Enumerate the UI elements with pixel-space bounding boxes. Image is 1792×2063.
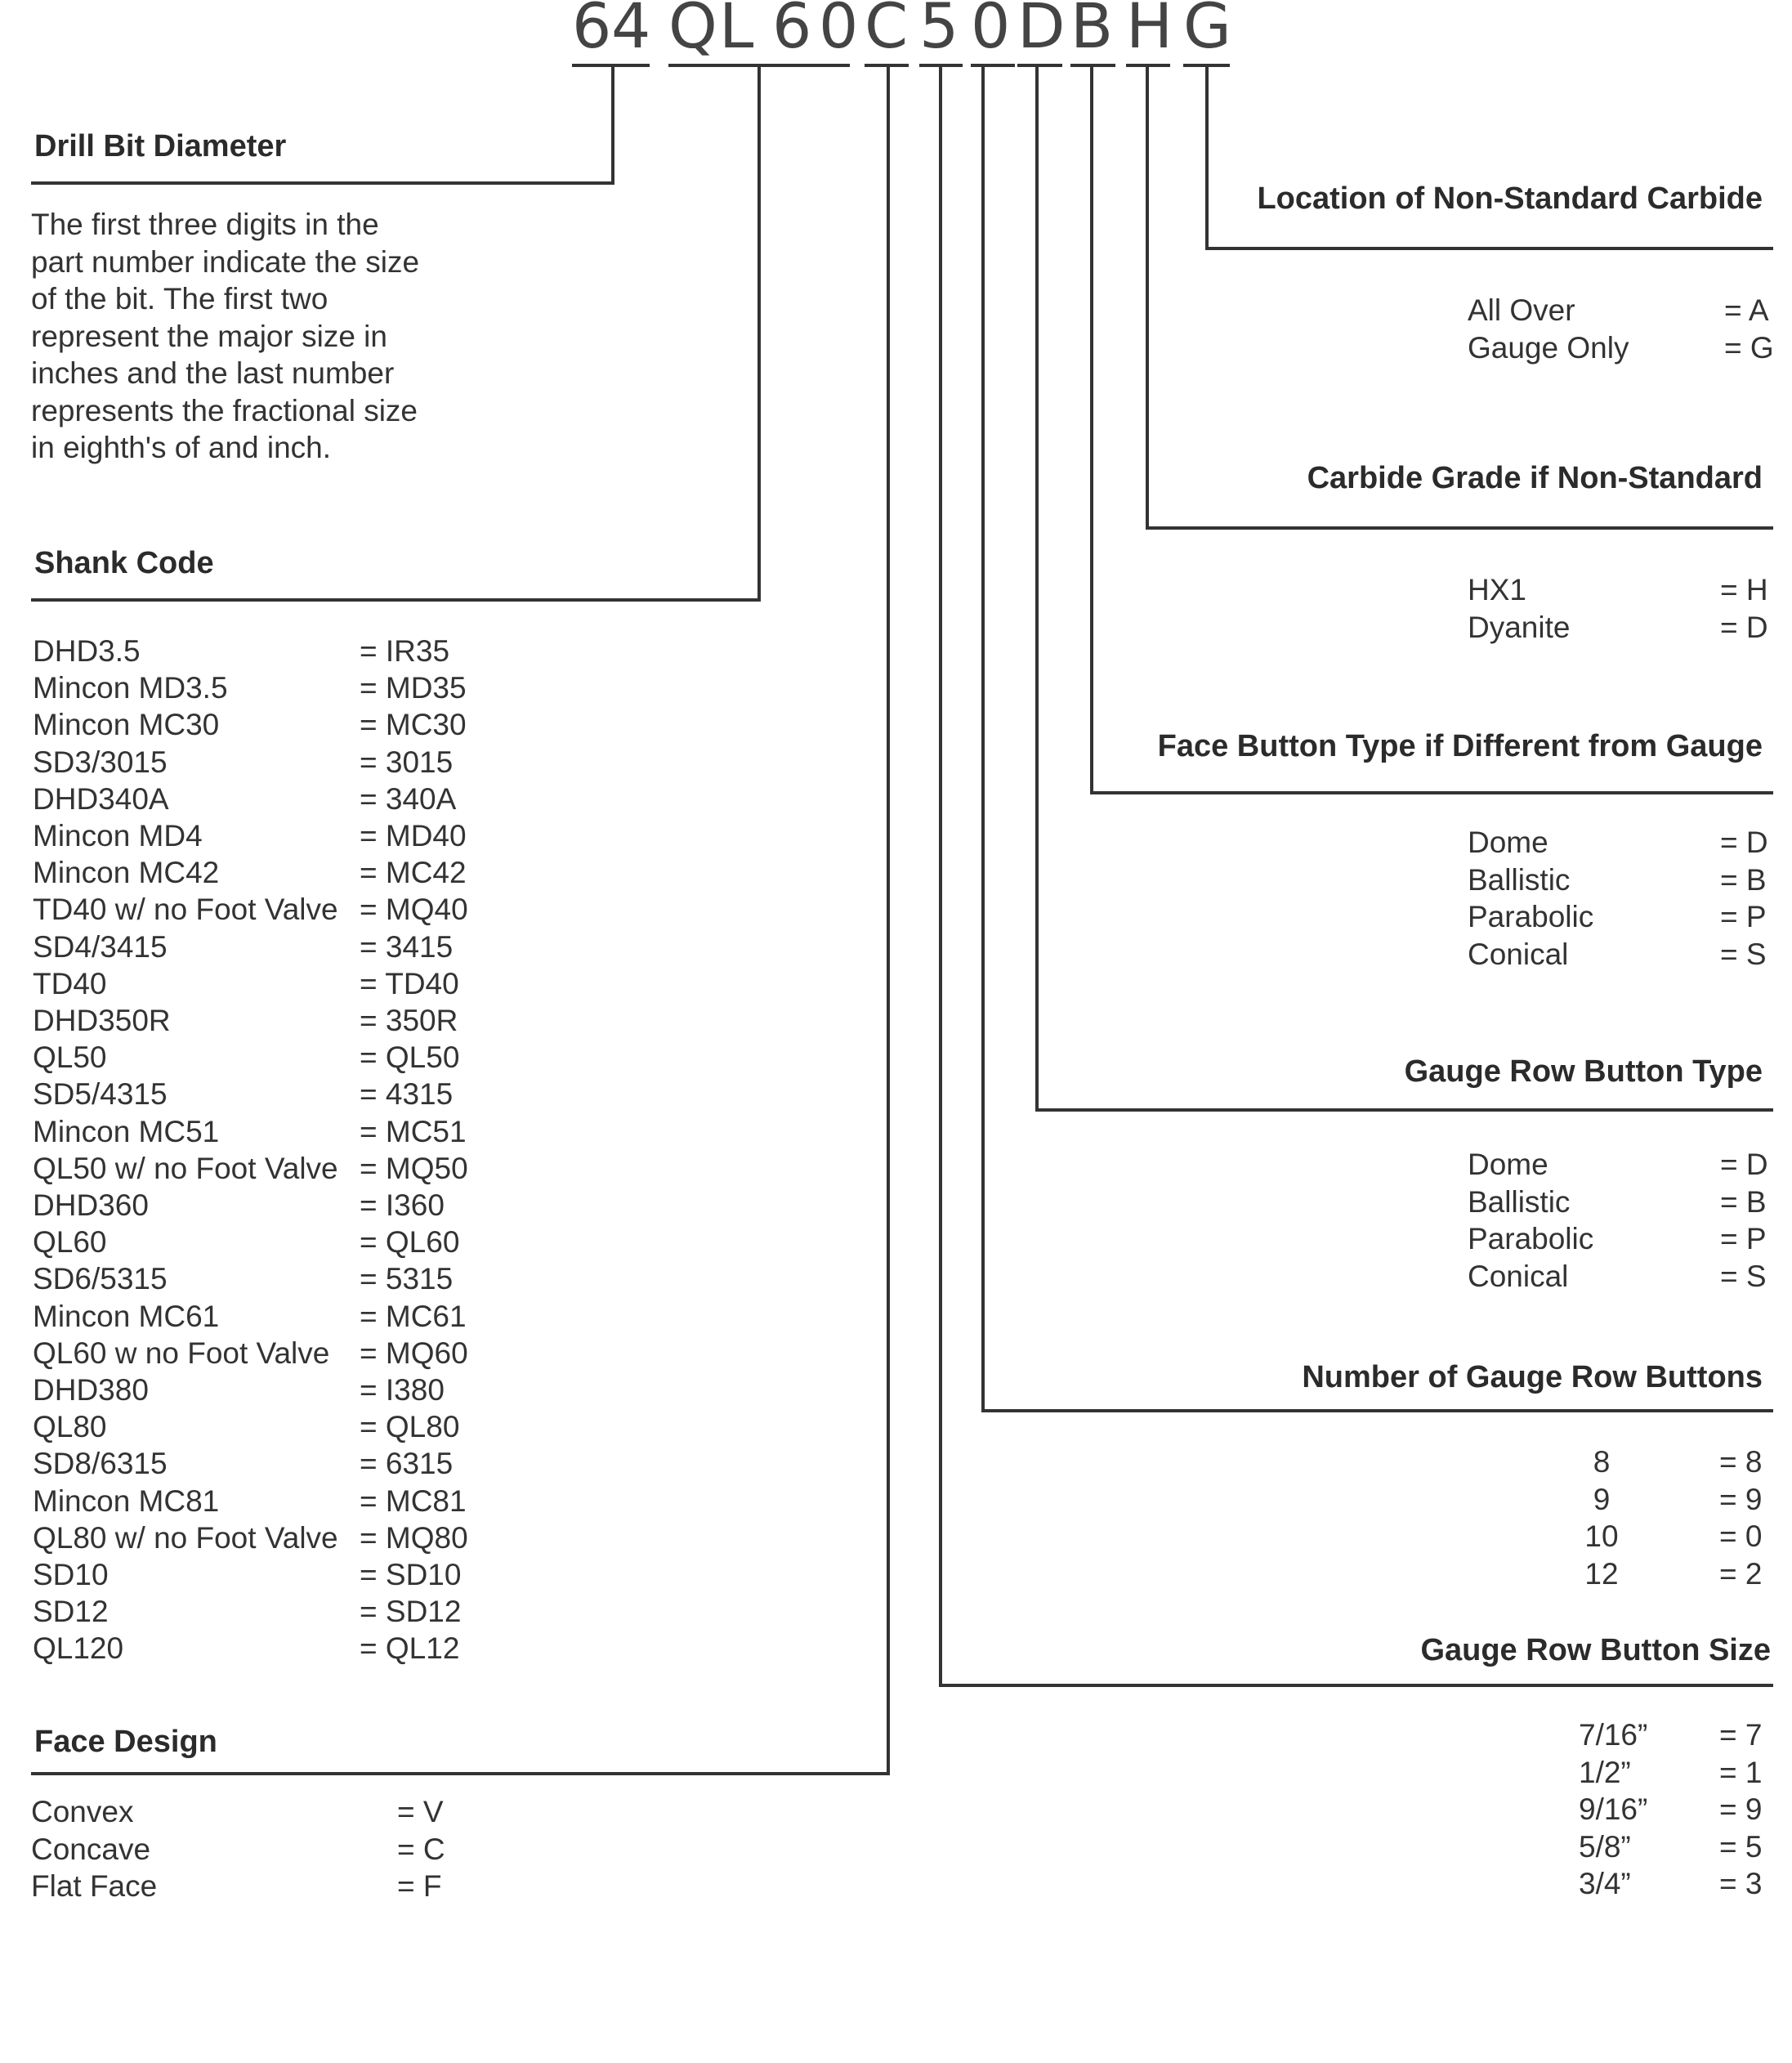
item-name: Mincon MC81 (33, 1483, 220, 1518)
description-line: inches and the last number (31, 356, 395, 390)
item-name: Ballistic (1468, 862, 1571, 897)
item-name: TD40 (33, 966, 107, 1000)
item-code: = 3415 (360, 929, 454, 964)
item-code: = MD40 (360, 819, 467, 852)
item-code: = TD40 (360, 966, 459, 1000)
item-code: = P (1720, 1222, 1767, 1255)
item-code: = 9 (1719, 1482, 1763, 1516)
part-number-char: D (1017, 0, 1066, 62)
item-code: = B (1720, 1184, 1767, 1219)
item-name: QL80 (33, 1410, 107, 1444)
item-code: = 0 (1719, 1519, 1763, 1553)
item-code: = MQ80 (360, 1520, 468, 1555)
face-button-type-heading: Face Button Type if Different from Gauge (1157, 729, 1763, 763)
part-number-char: 5 (919, 0, 959, 62)
item-name: 8 (1593, 1445, 1611, 1479)
item-code: = MQ50 (360, 1151, 468, 1185)
item-code: = MC81 (360, 1483, 467, 1518)
item-code: = MC30 (360, 708, 467, 742)
item-code: = 4315 (360, 1077, 454, 1112)
item-name: Flat Face (31, 1869, 158, 1903)
item-name: QL50 w/ no Foot Valve (33, 1151, 338, 1185)
item-name: Dome (1468, 1148, 1548, 1181)
part-number-char: 0 (819, 0, 859, 62)
item-code: = D (1720, 1148, 1768, 1181)
item-name: Mincon MD3.5 (33, 671, 228, 705)
item-name: SD5/4315 (33, 1077, 168, 1112)
item-name: Mincon MC42 (33, 856, 220, 890)
item-code: = MQ40 (360, 893, 468, 927)
item-name: SD6/5315 (33, 1262, 168, 1296)
connector-carbide-grade (1147, 65, 1773, 528)
part-number-char: 0 (971, 0, 1011, 62)
part-number-char: Q (668, 0, 717, 62)
item-name: SD3/3015 (33, 745, 168, 779)
part-number-char: C (865, 0, 909, 62)
item-code: = V (397, 1795, 444, 1828)
item-code: = 8 (1719, 1445, 1763, 1479)
item-name: DHD3.5 (33, 634, 141, 668)
item-name: QL80 w/ no Foot Valve (33, 1520, 338, 1555)
gauge-row-button-count-heading: Number of Gauge Row Buttons (1302, 1360, 1763, 1394)
item-name: 9 (1593, 1482, 1611, 1516)
item-name: DHD350R (33, 1004, 171, 1037)
item-name: QL60 w no Foot Valve (33, 1336, 330, 1370)
item-code: = IR35 (360, 634, 450, 668)
item-code: = 340A (360, 781, 457, 816)
part-number-char: L (719, 0, 754, 62)
item-code: = QL80 (360, 1410, 460, 1444)
part-number-char: 6 (572, 0, 612, 62)
item-name: Parabolic (1468, 1222, 1594, 1255)
carbide-location-heading: Location of Non-Standard Carbide (1257, 181, 1763, 216)
item-code: = S (1720, 937, 1767, 971)
item-name: Dyanite (1468, 611, 1571, 644)
item-name: Ballistic (1468, 1184, 1571, 1219)
item-name: DHD340A (33, 781, 169, 816)
item-name: 5/8” (1579, 1829, 1631, 1864)
item-name: 1/2” (1579, 1755, 1631, 1789)
drill-bit-diameter-heading: Drill Bit Diameter (34, 129, 287, 163)
item-code: = MC42 (360, 856, 467, 890)
item-name: HX1 (1468, 573, 1526, 606)
connector-carbide-location (1207, 65, 1773, 248)
item-code: = I360 (360, 1188, 445, 1222)
connector-face-button (1092, 65, 1773, 793)
item-code: = 7 (1719, 1718, 1763, 1752)
part-number-char: G (1183, 0, 1231, 62)
shank-code-heading: Shank Code (34, 546, 214, 580)
item-name: Mincon MD4 (33, 819, 203, 852)
item-code: = 350R (360, 1004, 458, 1037)
item-code: = SD10 (360, 1558, 462, 1591)
item-name: Mincon MC51 (33, 1114, 220, 1148)
item-code: = F (397, 1869, 442, 1903)
item-code: = A (1724, 293, 1769, 327)
item-name: Parabolic (1468, 900, 1594, 933)
item-code: = 1 (1719, 1755, 1763, 1789)
face-design-heading: Face Design (34, 1725, 217, 1759)
item-name: 12 (1584, 1556, 1619, 1591)
item-name: QL120 (33, 1631, 124, 1666)
item-name: QL50 (33, 1040, 107, 1075)
part-number-char: B (1070, 0, 1114, 62)
item-code: = 5 (1719, 1829, 1763, 1864)
item-code: = C (397, 1832, 445, 1866)
item-name: 7/16” (1579, 1718, 1648, 1752)
item-name: SD12 (33, 1595, 109, 1629)
carbide-grade-heading: Carbide Grade if Non-Standard (1307, 461, 1763, 495)
item-name: TD40 w/ no Foot Valve (33, 893, 338, 927)
item-name: Conical (1468, 937, 1569, 971)
item-code: = 3015 (360, 745, 454, 779)
item-code: = 9 (1719, 1792, 1763, 1826)
item-name: Mincon MC30 (33, 708, 220, 742)
item-name: 10 (1584, 1519, 1619, 1553)
item-code: = B (1720, 862, 1767, 897)
connector-diameter (31, 65, 613, 183)
drill-bit-diameter-description (31, 206, 489, 467)
item-name: Mincon MC61 (33, 1299, 220, 1333)
item-code: = 5315 (360, 1262, 454, 1296)
item-code: = D (1720, 826, 1768, 859)
item-name: SD8/6315 (33, 1447, 168, 1481)
description-line: of the bit. The first two (31, 282, 328, 315)
item-name: Conical (1468, 1259, 1569, 1293)
description-line: part number indicate the size (31, 244, 420, 279)
description-line: in eighth's of and inch. (31, 431, 332, 464)
item-code: = MC61 (360, 1299, 467, 1333)
item-code: = QL12 (360, 1631, 460, 1666)
item-code: = H (1720, 573, 1768, 606)
item-code: = MD35 (360, 671, 467, 705)
item-code: = 3 (1719, 1867, 1763, 1900)
item-name: Gauge Only (1468, 331, 1629, 365)
item-name: QL60 (33, 1225, 107, 1260)
gauge-row-button-type-heading: Gauge Row Button Type (1404, 1054, 1763, 1089)
item-name: Convex (31, 1795, 134, 1828)
item-code: = D (1720, 611, 1768, 644)
item-code: = MC51 (360, 1114, 467, 1148)
item-name: SD4/3415 (33, 929, 168, 964)
item-code: = MQ60 (360, 1336, 468, 1370)
item-code: = I380 (360, 1373, 445, 1407)
description-line: The first three digits in the (31, 208, 379, 241)
item-name: SD10 (33, 1558, 109, 1591)
item-code: = QL50 (360, 1040, 460, 1075)
item-code: = P (1720, 900, 1767, 933)
item-code: = QL60 (360, 1225, 460, 1260)
item-name: DHD380 (33, 1373, 149, 1407)
description-line: represent the major size in (31, 319, 387, 353)
connector-gauge-size (941, 65, 1773, 1685)
item-name: DHD360 (33, 1188, 149, 1222)
part-number-char: 6 (772, 0, 812, 62)
item-name: All Over (1468, 293, 1575, 327)
item-name: 9/16” (1579, 1792, 1648, 1826)
item-name: Dome (1468, 826, 1548, 859)
description-line: represents the fractional size (31, 393, 418, 427)
item-code: = S (1720, 1259, 1767, 1293)
item-name: 3/4” (1579, 1867, 1631, 1900)
part-number-char: 4 (611, 0, 651, 62)
item-code: = 6315 (360, 1447, 454, 1481)
item-code: = SD12 (360, 1595, 462, 1629)
item-name: Concave (31, 1832, 151, 1866)
part-number-char: H (1126, 0, 1173, 62)
item-code: = G (1724, 331, 1774, 365)
item-code: = 2 (1719, 1556, 1763, 1591)
gauge-row-button-size-heading: Gauge Row Button Size (1420, 1633, 1771, 1667)
